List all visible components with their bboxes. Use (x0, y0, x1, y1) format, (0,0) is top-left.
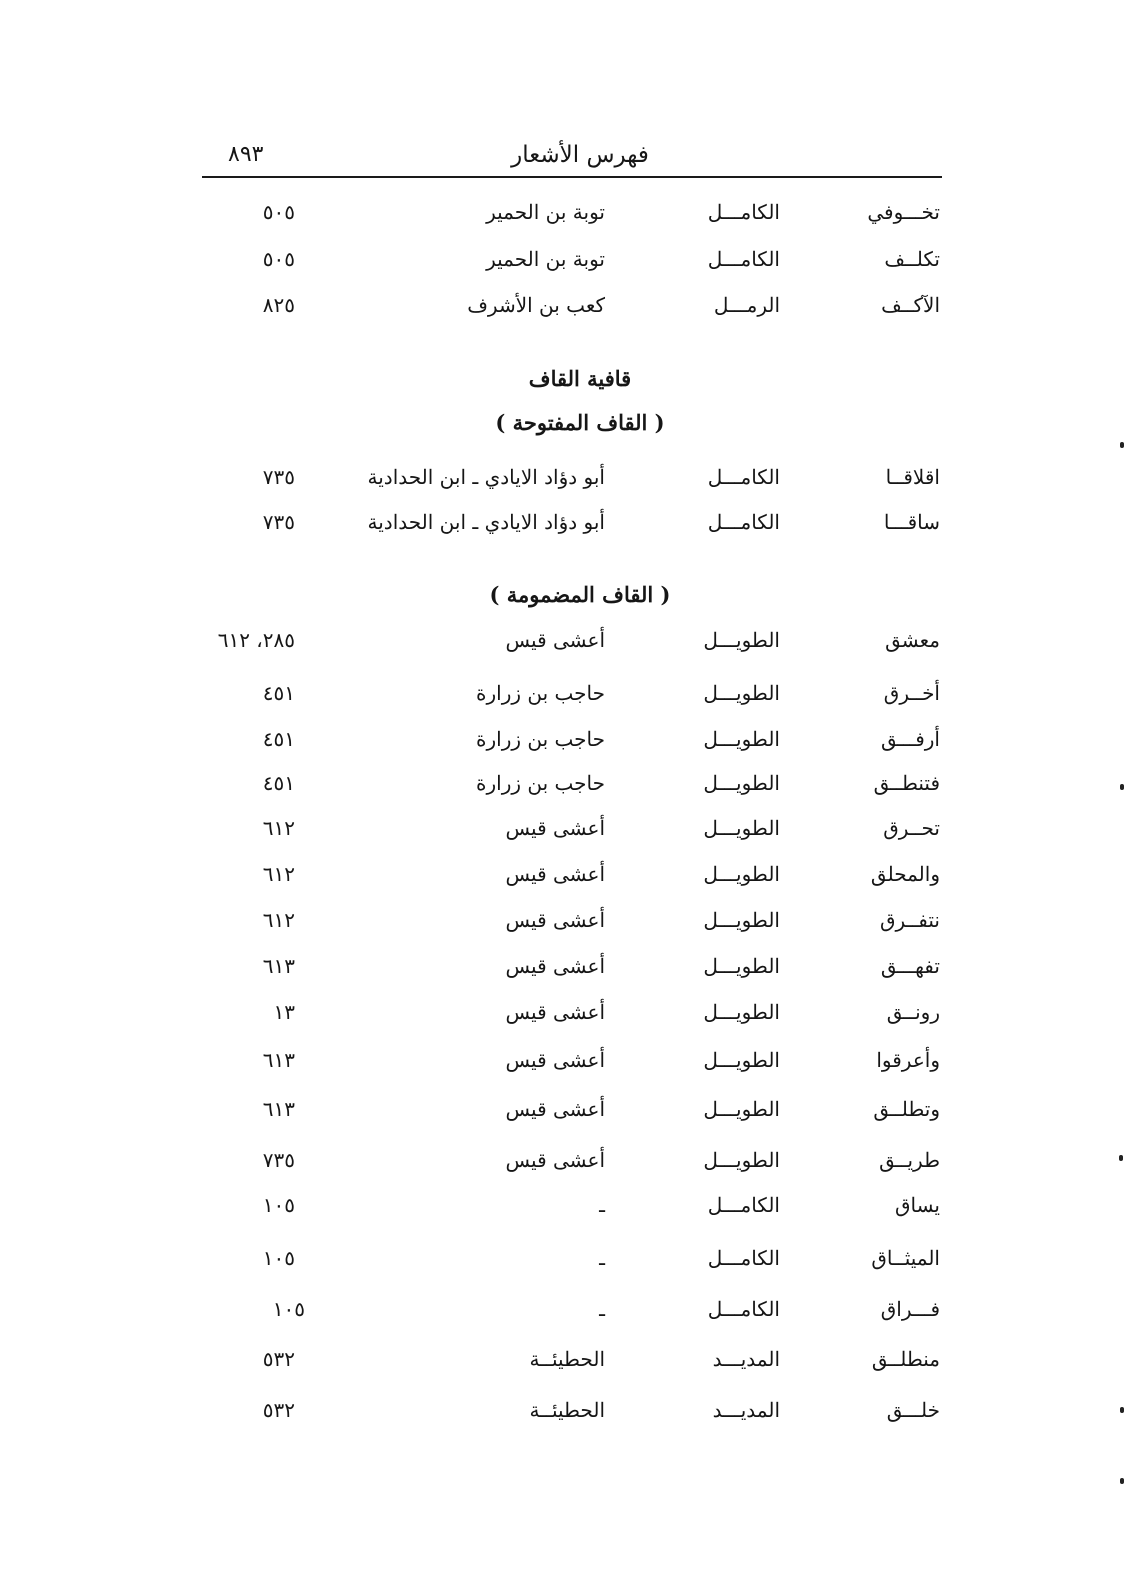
index-row (0, 681, 1129, 717)
meter: الطويـــل (703, 771, 780, 795)
header-rule (202, 176, 942, 178)
index-row (0, 954, 1129, 990)
page-refs: ٥٠٥ (262, 200, 295, 224)
index-row (0, 1097, 1129, 1133)
poet: أعشى قيس (505, 1000, 605, 1024)
meter: الكامـــل (707, 1193, 780, 1217)
meter: الطويـــل (703, 862, 780, 886)
index-row (0, 1048, 1129, 1084)
rhyme-word: فتنطــق (873, 771, 940, 795)
index-row (0, 908, 1129, 944)
rhyme-word: ساقـــا (883, 510, 940, 534)
meter: المديـــد (712, 1347, 780, 1371)
index-row (0, 862, 1129, 898)
meter: الطويـــل (703, 1048, 780, 1072)
rhyme-word: يساق (894, 1193, 940, 1217)
rhyme-word: فـــراق (880, 1297, 940, 1321)
index-row (0, 1148, 1129, 1184)
poet: أعشى قيس (505, 628, 605, 652)
poet: كعب بن الأشرف (467, 293, 605, 317)
rhyme-word: تفهـــق (880, 954, 940, 978)
meter: الكامـــل (707, 1246, 780, 1270)
poet: حاجب بن زرارة (476, 771, 605, 795)
page-refs: ٥٠٥ (262, 247, 295, 271)
poet: ـ (599, 1297, 605, 1321)
meter: المديـــد (712, 1398, 780, 1422)
page-refs: ٦١٢ (262, 862, 295, 886)
poet: الحطيئــة (529, 1347, 605, 1371)
scan-speck (1119, 1155, 1123, 1161)
poet: أعشى قيس (505, 816, 605, 840)
meter: الرمـــل (713, 293, 780, 317)
page-refs: ٦١٣ (262, 954, 295, 978)
rhyme-word: وتطلــق (873, 1097, 940, 1121)
meter: الطويـــل (703, 816, 780, 840)
rhyme-word: الميثــاق (871, 1246, 940, 1270)
running-header-title: فهرس الأشعار (511, 142, 649, 168)
page-refs: ٦١٢ (262, 908, 295, 932)
page-refs: ١٠٥ (262, 1193, 295, 1217)
page-refs: ٦١٣ (262, 1048, 295, 1072)
meter: الطويـــل (703, 1000, 780, 1024)
poet: أعشى قيس (505, 1097, 605, 1121)
poet: أبو دؤاد الايادي ـ ابن الحدادية (367, 510, 605, 534)
subsection-title-maftuha: ( القاف المفتوحة ) (495, 410, 665, 435)
index-row (0, 628, 1129, 664)
rhyme-word: رونــق (886, 1000, 940, 1024)
subsection-title-madmuma: ( القاف المضمومة ) (489, 582, 671, 607)
poet: حاجب بن زرارة (476, 727, 605, 751)
index-row (0, 771, 1129, 807)
page-refs: ٧٣٥ (262, 510, 295, 534)
scan-speck (1120, 442, 1124, 448)
page-refs: ٦١٢ (262, 816, 295, 840)
page-refs: ٤٥١ (262, 681, 295, 705)
poet: أعشى قيس (505, 908, 605, 932)
rhyme-word: منطلــق (871, 1347, 940, 1371)
page-number: ٨٩٣ (228, 142, 264, 167)
scan-speck (1120, 784, 1124, 790)
poet: أعشى قيس (505, 862, 605, 886)
meter: الطويـــل (703, 1148, 780, 1172)
rhyme-word: تخـــوفي (867, 200, 940, 224)
page-refs: ٤٥١ (262, 771, 295, 795)
meter: الطويـــل (703, 681, 780, 705)
poet: أعشى قيس (505, 954, 605, 978)
poet: حاجب بن زرارة (476, 681, 605, 705)
rhyme-word: وأعرقوا (876, 1048, 940, 1072)
index-row (0, 816, 1129, 852)
rhyme-word: خلـــق (886, 1398, 940, 1422)
index-row (0, 1000, 1129, 1036)
rhyme-word: أخــرق (883, 681, 940, 705)
index-row (0, 465, 1129, 501)
rhyme-word: تكلــف (884, 247, 940, 271)
poet: أعشى قيس (505, 1048, 605, 1072)
index-row (0, 293, 1129, 329)
poet: أعشى قيس (505, 1148, 605, 1172)
page-refs: ٧٣٥ (262, 1148, 295, 1172)
rhyme-word: تحــرق (883, 816, 940, 840)
meter: الكامـــل (707, 247, 780, 271)
rhyme-word: نتفــرق (880, 908, 940, 932)
index-row (0, 247, 1129, 283)
rhyme-word: اقلاقــا (885, 465, 940, 489)
rhyme-word: معشق (885, 628, 940, 652)
poet: توبة بن الحمير (486, 200, 605, 224)
scan-speck (1120, 1407, 1124, 1413)
meter: الكامـــل (707, 1297, 780, 1321)
page-refs: ٤٥١ (262, 727, 295, 751)
scan-speck (1120, 1478, 1124, 1484)
index-row (0, 1246, 1129, 1282)
meter: الطويـــل (703, 727, 780, 751)
page-refs: ٧٣٥ (262, 465, 295, 489)
rhyme-word: أرفـــق (880, 727, 940, 751)
meter: الطويـــل (703, 954, 780, 978)
meter: الطويـــل (703, 908, 780, 932)
rhyme-word: طريــق (879, 1148, 940, 1172)
meter: الكامـــل (707, 510, 780, 534)
index-row (0, 1347, 1129, 1383)
page-refs: ٢٨٥، ٦١٢ (217, 628, 295, 652)
poet: توبة بن الحمير (486, 247, 605, 271)
page-refs: ٥٣٢ (262, 1398, 295, 1422)
meter: الكامـــل (707, 200, 780, 224)
rhyme-word: والمحلق (870, 862, 940, 886)
meter: الكامـــل (707, 465, 780, 489)
poet: أبو دؤاد الايادي ـ ابن الحدادية (367, 465, 605, 489)
meter: الطويـــل (703, 1097, 780, 1121)
page-refs: ١٠٥ (262, 1246, 295, 1270)
index-row (0, 1398, 1129, 1434)
page-refs: ١٠٥ (272, 1297, 305, 1321)
page-refs: ٥٣٢ (262, 1347, 295, 1371)
meter: الطويـــل (703, 628, 780, 652)
index-row (0, 1297, 1129, 1333)
poet: الحطيئــة (529, 1398, 605, 1422)
page-refs: ٨٢٥ (262, 293, 295, 317)
rhyme-word: الآكــف (881, 293, 940, 317)
poet: ـ (599, 1246, 605, 1270)
section-title: قافية القاف (528, 366, 632, 391)
index-row (0, 200, 1129, 236)
page-refs: ٦١٣ (262, 1097, 295, 1121)
poet: ـ (599, 1193, 605, 1217)
page-refs: ١٣ (273, 1000, 295, 1024)
index-row (0, 510, 1129, 546)
index-row (0, 727, 1129, 763)
index-row (0, 1193, 1129, 1229)
